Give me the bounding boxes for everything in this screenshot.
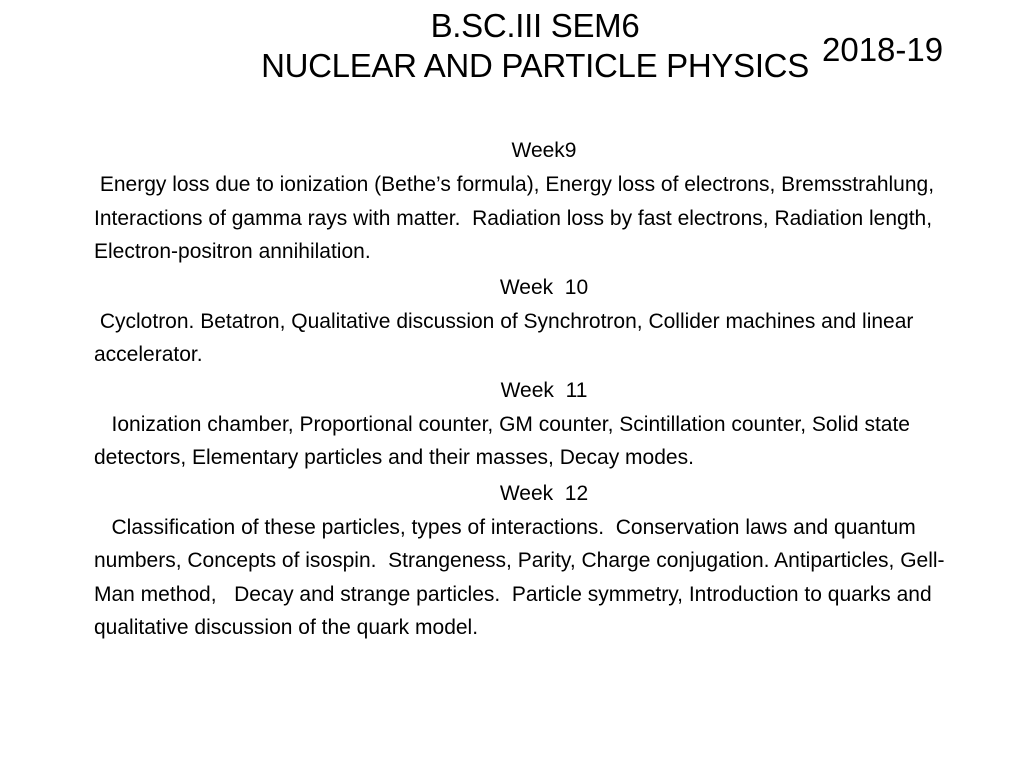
title-line-course: B.SC.III SEM6 bbox=[430, 7, 640, 44]
slide-title bbox=[160, 6, 910, 86]
week-description-11: Ionization chamber, Proportional counter, GM counter, Scintillation counter, Solid state detectors, Elementary particles and their masses, Decay modes. bbox=[94, 412, 916, 469]
week-heading-11: Week 11 bbox=[500, 378, 588, 402]
week-heading-12: Week 12 bbox=[499, 481, 589, 505]
title-line-subject: NUCLEAR AND PARTICLE PHYSICS bbox=[261, 47, 809, 84]
week-heading-9: Week9 bbox=[511, 139, 577, 162]
week-heading-10: Week 10 bbox=[499, 275, 589, 299]
week-description-10: Cyclotron. Betatron, Qualitative discussion of Synchrotron, Collider machines and linear accelerator. bbox=[94, 309, 920, 366]
week-description-9: Energy loss due to ionization (Bethe’s formula), Energy loss of electrons, Bremsstrahlung, Interactions of gamma rays with matter. Radiation loss by fast electrons, Radiation length, Electron-positron annihilation. bbox=[94, 173, 946, 263]
syllabus-body bbox=[94, 134, 954, 649]
week-description-12: Classification of these particles, types of interactions. Conservation laws and quantum numbers, Concepts of isospin. Strangeness, Parity, Charge conjugation. Antiparticles, Gell-Man method, Decay and strange particles. Particle symmetry, Introduction to quarks and qualitative discussion of the quark model. bbox=[94, 515, 945, 639]
academic-year: 2018-19 bbox=[822, 31, 944, 68]
